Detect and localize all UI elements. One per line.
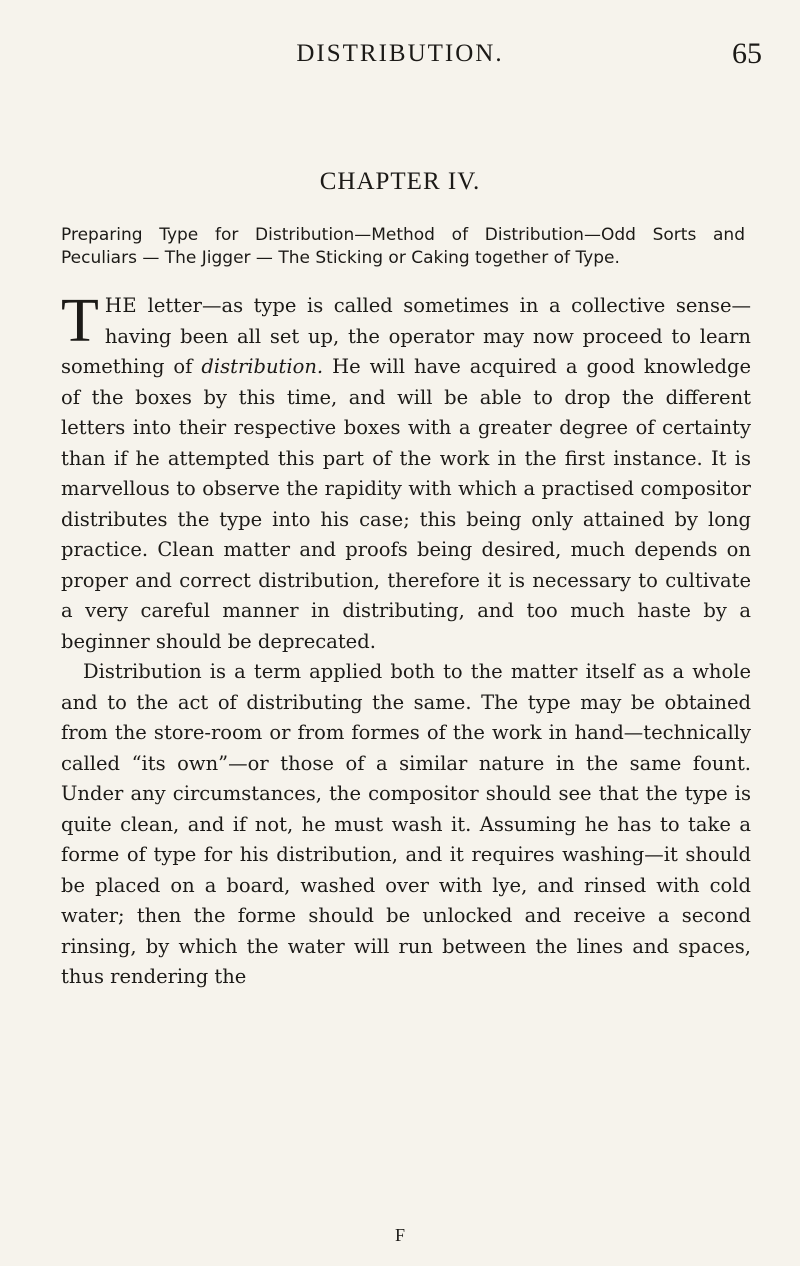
paragraph-1-text-a: letter—as type is called sometimes in a collective sense—having been all set up, the operator may now proceed to learn something of bbox=[61, 294, 751, 378]
paragraph-1 bbox=[61, 287, 751, 657]
drop-cap: T bbox=[61, 287, 99, 355]
running-title: DISTRIBUTION. bbox=[296, 40, 504, 67]
running-head bbox=[0, 34, 800, 74]
paragraph-1-text-b: He will have acquired a good knowledge of the boxes by this time, and will be able to drop the different letters into their respective boxes with a greater degree of certainty than if he attempted this part of the work in the first instance. It is marvellous to observe the rapidity with which a practised compositor distributes the type into his case; this being only attained by long practice. Clean matter and proofs being desired, much depends on proper and correct distribution, therefore it is necessary to cultivate a very careful manner in distributing, and too much haste by a beginner should be deprecated. bbox=[61, 355, 751, 653]
italic-term: distribution. bbox=[201, 355, 324, 378]
signature-mark: F bbox=[394, 1225, 405, 1245]
chapter-synopsis: Preparing Type for Distribution—Method of Distribution—Odd Sorts and Peculiars — The Jigger — The Sticking or Caking together of Type. bbox=[61, 225, 745, 268]
body-text bbox=[61, 287, 751, 993]
opening-word-rest: HE bbox=[104, 294, 138, 317]
paragraph-2: Distribution is a term applied both to the matter itself as a whole and to the act of distributing the same. The type may be obtained from the store-room or from formes of the work in hand—technically called “its own”—or those of a similar nature in the same fount. Under any circumstances, the compositor should see that the type is quite clean, and if not, he must wash it. Assuming he has to take a forme of type for his distribution, and it requires washing—it should be placed on a board, washed over with lye, and rinsed with cold water; then the forme should be unlocked and receive a second rinsing, by which the water will run between the lines and spaces, thus rendering the bbox=[61, 660, 751, 988]
chapter-title: CHAPTER IV. bbox=[319, 168, 481, 195]
page-number: 65 bbox=[732, 37, 762, 70]
